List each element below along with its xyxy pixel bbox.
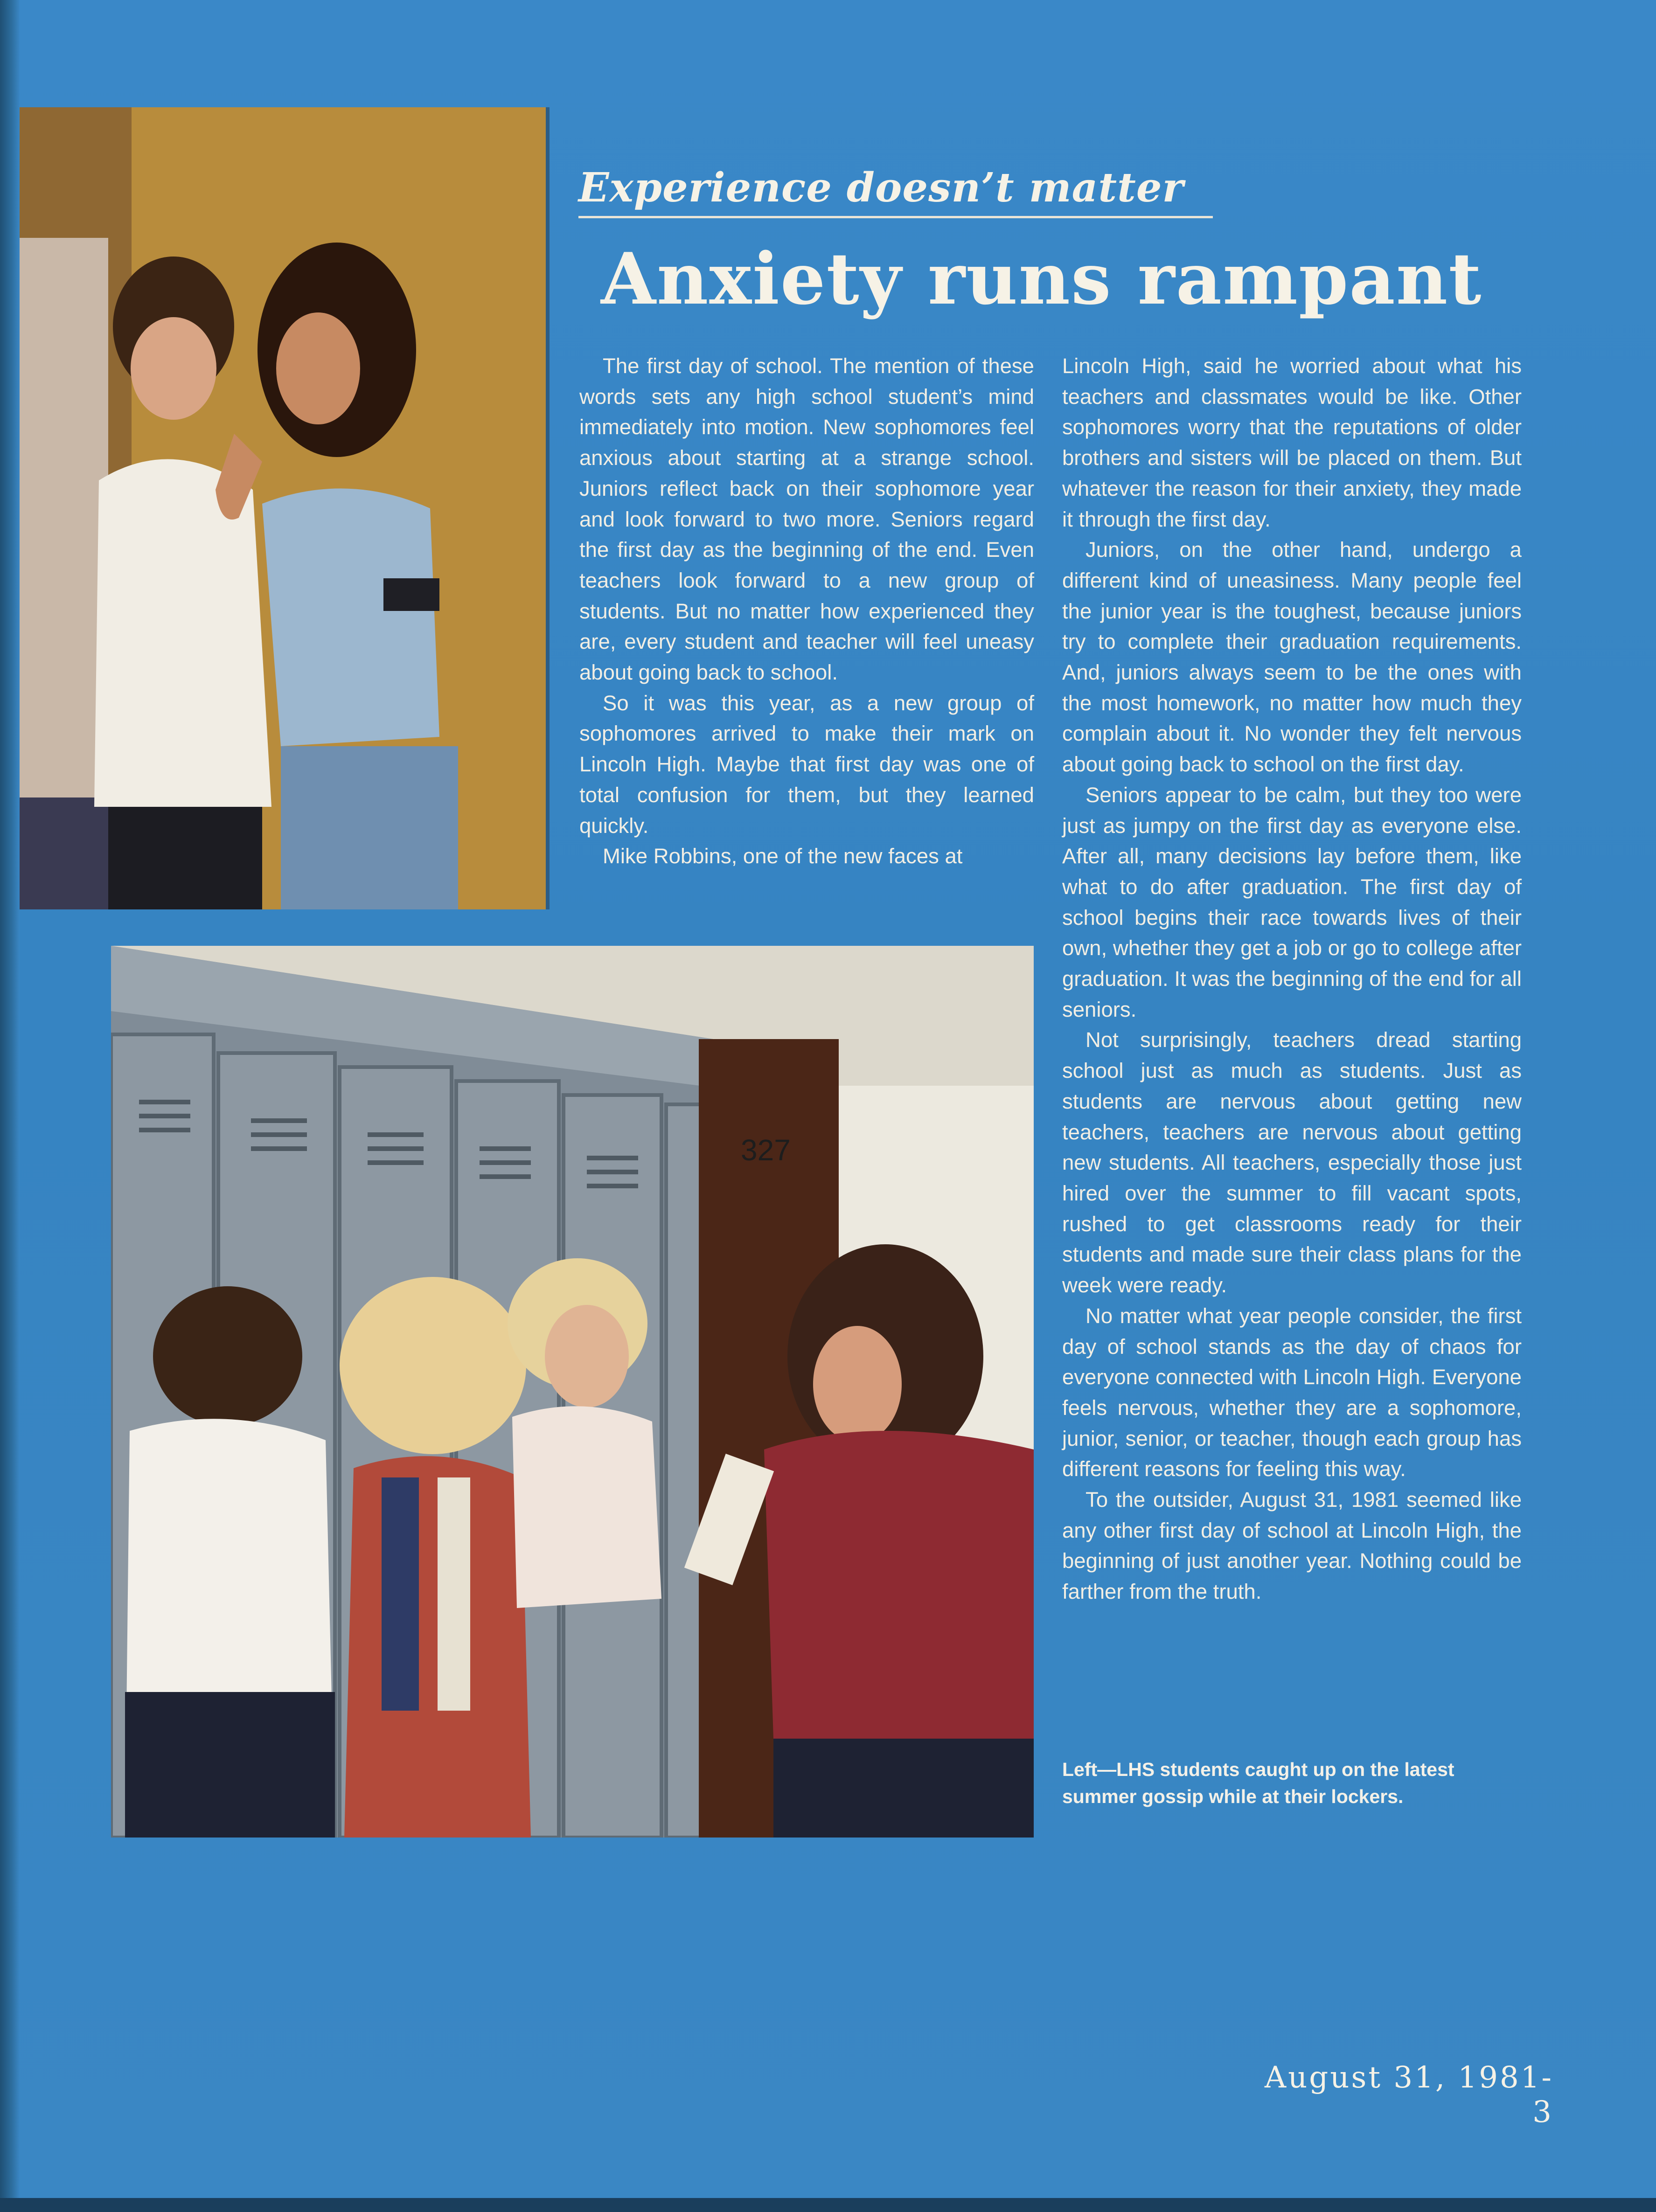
paragraph: No matter what year people consider, the first day of school stands as the day of chaos for everyone connected with Lincoln High. Everyone feels nervous, whether they are a sophomore, junior, senior, or teacher, though each group has different reasons for feeling this way. [1062,1304,1522,1481]
page-folio: August 31, 1981-3 [1264,2060,1553,2129]
paragraph: Juniors, on the other hand, undergo a different kind of uneasiness. Many people feel the junior year is the toughest, because juniors try to complete their graduation requirements. And, juniors always seem to be the ones with the most homework, no matter how much they complain about it. No wonder they felt nervous about going back to school on the first day. [1062,538,1522,777]
paragraph: So it was this year, as a new group of sophomores arrived to make their mark on Lincoln High. Maybe that first day was one of total confusion for them, but they learned quickly. [579,691,1034,838]
paragraph: To the outsider, August 31, 1981 seemed like any other first day of school at Lincoln High, the beginning of just another year. Nothing could be farther from the truth. [1062,1488,1522,1604]
room-number-sign: 327 [741,1133,791,1167]
page-bottom-edge [0,2198,1656,2212]
paragraph: The first day of school. The mention of these words sets any high school student’s mind immediately into motion. New sophomores feel anxious about starting at a strange school. Juniors reflect back on their sophomore year and look forward to two more. Seniors regard the first day as the beginning of the end. Even teachers look forward to a new group of students. But no matter how experienced they are, every student and teacher will feel uneasy about going back to school. [579,354,1034,685]
paragraph: Mike Robbins, one of the new faces at [603,844,963,868]
kicker: Experience doesn’t matter [578,164,1213,218]
paragraph-continuation: Lincoln High, said he worried about what his teachers and classmates would be like. Other sophomores worry that the reputations of older brothers and sisters will be placed on them. But whatever the reason for their anxiety, they made it through the first day. [1062,354,1522,531]
photo-students-at-lockers [111,946,1034,1838]
binding-spine [0,0,20,2212]
article-column-1 [579,351,1034,872]
paragraph: Not surprisingly, teachers dread starting school just as much as students. Just as students are nervous about getting new teachers, teachers are nervous about getting new students. All teachers, especially those just hired over the summer to fill vacant spots, rushed to get classrooms ready for their students and made sure their class plans for the week were ready. [1062,1028,1522,1297]
paragraph: Seniors appear to be calm, but they too were just as jumpy on the first day as everyone else. After all, many decisions lay before them, like what to do after graduation. The first day of school begins their race towards lives of their own, whether they get a job or go to college after graduation. It was the beginning of the end for all seniors. [1062,783,1522,1021]
headline: Anxiety runs rampant [601,237,1482,320]
photo-caption: Left—LHS students caught up on the latest summer gossip while at their lockers. [1062,1759,1454,1807]
photo-students-hallway [20,107,550,909]
article-column-2 [1062,351,1522,1607]
